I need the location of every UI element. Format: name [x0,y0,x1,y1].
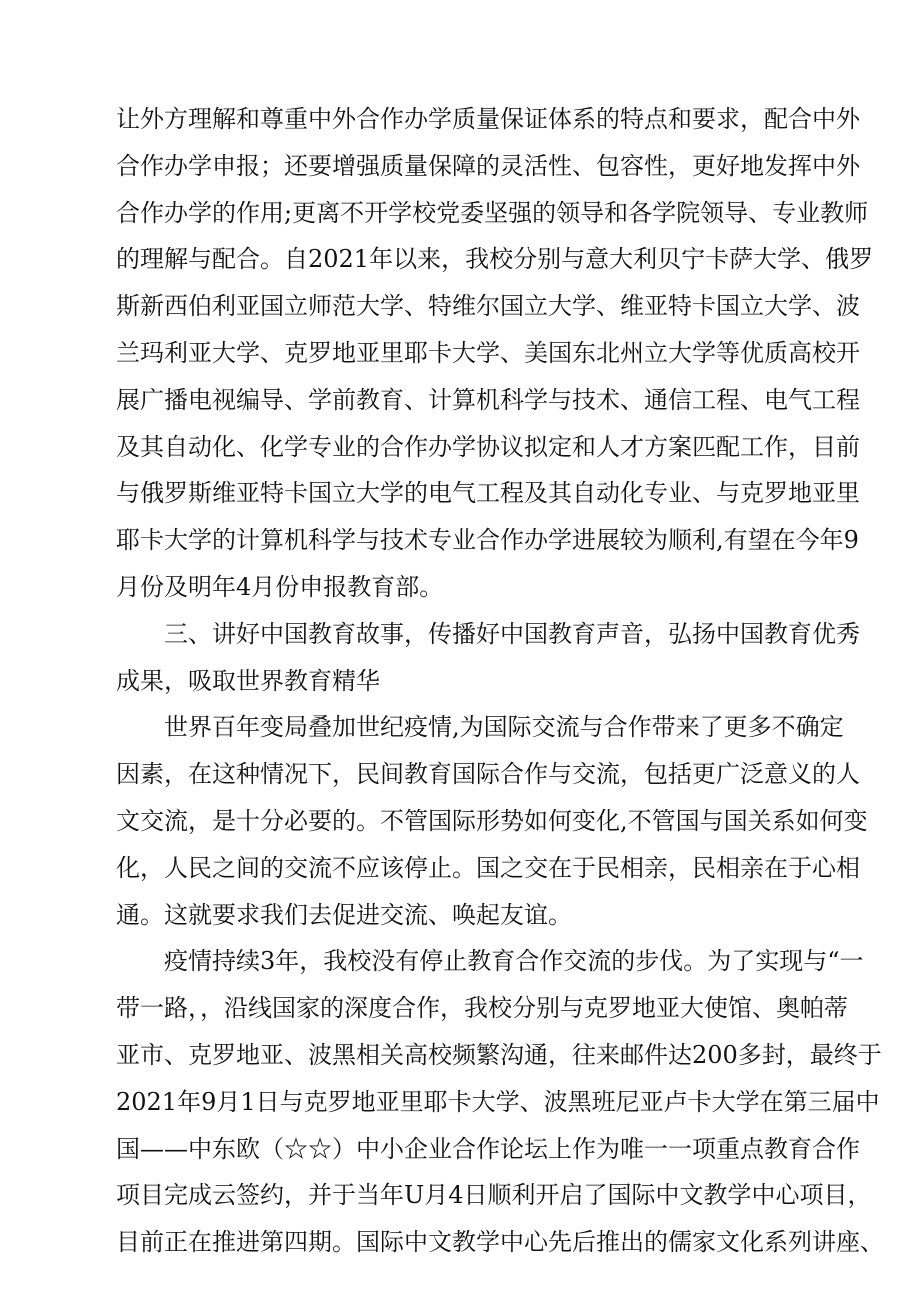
text-line: 通。这就要求我们去促进交流、唤起友谊。 [116,900,572,929]
text-line: 世界百年变局叠加世纪疫情,为国际交流与合作带来了更多不确定 [164,713,844,742]
text-line: 的理解与配合。自2021年以来，我校分别与意大利贝宁卡萨大学、俄罗 [116,245,874,274]
text-line: 2021年9月1日与克罗地亚里耶卡大学、波黑班尼亚卢卡大学在第三届中 [116,1087,880,1116]
text-line: 耶卡大学的计算机科学与技术专业合作办学进展较为顺利,有望在今年9 [116,526,859,555]
text-line: 项目完成云签约，并于当年U月4日顺利开启了国际中文教学中心项目， [116,1181,872,1210]
text-line: 亚市、克罗地亚、波黑相关高校频繁沟通，往来邮件达200多封，最终于 [116,1040,882,1069]
text-line: 国——中东欧（☆☆）中小企业合作论坛上作为唯一一项重点教育合作 [116,1134,860,1163]
text-line: 让外方理解和尊重中外合作办学质量保证体系的特点和要求，配合中外 [116,105,860,133]
text-line: 带一路，，沿线国家的深度合作，我校分别与克罗地亚大使馆、奥帕蒂 [116,994,848,1023]
document-body [116,96,884,1266]
text-line: 月份及明年4月份申报教育部。 [116,572,444,601]
section-heading-line: 成果，吸取世界教育精华 [116,666,380,695]
text-line: 斯新西伯利亚国立师范大学、特维尔国立大学、维亚特卡国立大学、波 [116,292,860,321]
text-line: 化，人民之间的交流不应该停止。国之交在于民相亲，民相亲在于心相 [116,853,860,882]
text-line: 目前正在推进第四期。国际中文教学中心先后推出的儒家文化系列讲座、 [116,1228,884,1257]
section-heading-line: 三、讲好中国教育故事，传播好中国教育声音，弘扬中国教育优秀 [164,619,860,648]
text-line: 合作办学申报；还要增强质量保障的灵活性、包容性，更好地发挥中外 [116,151,860,180]
text-line: 及其自动化、化学专业的合作办学协议拟定和人才方案匹配工作，目前 [116,432,860,461]
text-line: 合作办学的作用;更离不开学校党委坚强的领导和各学院领导、专业教师 [116,198,869,227]
text-line: 与俄罗斯维亚特卡国立大学的电气工程及其自动化专业、与克罗地亚里 [116,479,860,508]
text-line: 展广播电视编导、学前教育、计算机科学与技术、通信工程、电气工程 [116,385,860,414]
text-line: 因素，在这种情况下，民间教育国际合作与交流，包括更广泛意义的人 [116,760,860,789]
text-line: 文交流，是十分必要的。不管国际形势如何变化,不管国与国关系如何变 [116,806,868,835]
text-line: 兰玛利亚大学、克罗地亚里耶卡大学、美国东北州立大学等优质高校开 [116,338,860,367]
text-line: 疫情持续3年，我校没有停止教育合作交流的步伐。为了实现与“一 [164,947,864,976]
